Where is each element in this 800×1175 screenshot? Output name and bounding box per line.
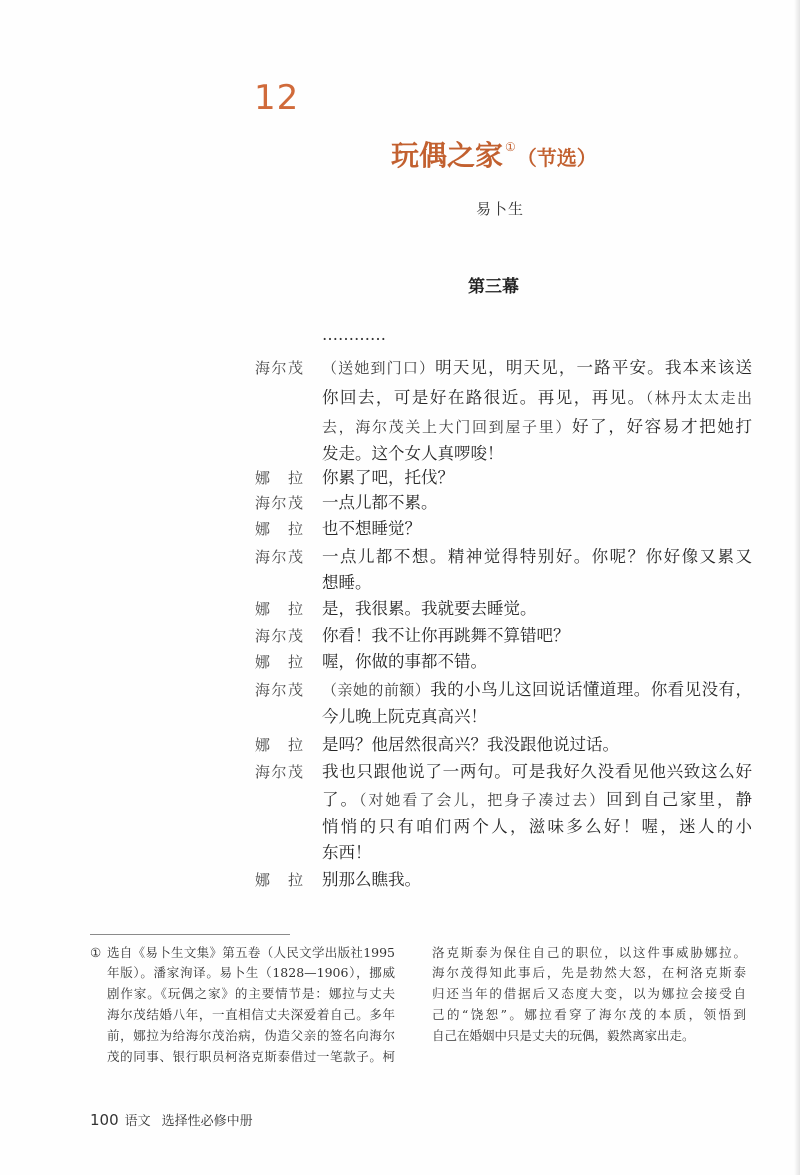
speech-text: 回到自己家里，静 xyxy=(606,790,753,809)
speaker-label: 海尔茂 xyxy=(255,627,303,645)
dialogue-line xyxy=(322,517,752,541)
footnote-line: 茂的同事、银行职员柯洛克斯泰借过一笔款子。柯 xyxy=(107,1049,395,1064)
lesson-title-block xyxy=(391,138,597,174)
stage-direction: （送她到门口） xyxy=(322,359,436,377)
speech-text: 东西！ xyxy=(322,843,372,862)
speaker-label: 娜 拉 xyxy=(255,871,303,889)
speech-text: 是吗？他居然很高兴？我没跟他说过话。 xyxy=(322,735,619,754)
speech-text: 发走。这个女人真啰唆！ xyxy=(322,444,504,463)
speech-text: 你回去，可是好在路很近。再见，再见。 xyxy=(322,388,646,407)
speaker-label: 海尔茂 xyxy=(255,494,303,512)
stage-direction: （亲她的前额） xyxy=(322,681,431,699)
footnote-line: 前，娜拉为给海尔茂治病，伪造父亲的签名向海尔 xyxy=(107,1028,395,1043)
lesson-number: 12 xyxy=(254,78,300,118)
speaker-label: 娜 拉 xyxy=(255,736,303,754)
speech-text: 一点儿都不累。 xyxy=(322,493,438,512)
dialogue-line xyxy=(322,788,752,812)
lesson-title: 玩偶之家 xyxy=(391,139,504,172)
speech-text: 你累了吧，托伐？ xyxy=(322,468,454,487)
dialogue-line xyxy=(322,571,752,595)
footnote-line: 海尔茂得知此事后，先是勃然大怒，在柯洛克斯泰 xyxy=(432,965,746,980)
dialogue-line xyxy=(322,733,752,757)
page-number: 100 xyxy=(90,1111,119,1129)
title-footnote-marker: ① xyxy=(505,140,516,154)
excerpt-note: （节选） xyxy=(516,146,597,170)
speaker-label: 娜 拉 xyxy=(255,469,303,487)
speech-text: 今儿晚上阮克真高兴！ xyxy=(322,707,487,726)
speech-text: 是，我很累。我就要去睡觉。 xyxy=(322,599,537,618)
speech-text: 悄悄的只有咱们两个人，滋味多么好！喔，迷人的小 xyxy=(322,817,752,836)
page-footer xyxy=(90,1110,253,1129)
dialogue-line xyxy=(322,442,752,466)
speaker-label: 娜 拉 xyxy=(255,600,303,618)
footnote-rule xyxy=(90,934,290,935)
dialogue-line xyxy=(322,705,752,729)
footnote-line: 自己在婚姻中只是丈夫的玩偶，毅然离家出走。 xyxy=(432,1028,695,1043)
speech-text: 了。 xyxy=(322,790,359,809)
speech-text: 喔，你做的事都不错。 xyxy=(322,652,487,671)
speech-text: 我的小鸟儿这回说话懂道理。你看见没有， xyxy=(430,680,752,699)
dialogue-line xyxy=(322,650,752,674)
speech-text: 想睡。 xyxy=(322,573,372,592)
dialogue-line xyxy=(322,597,752,621)
subject-label: 语文 xyxy=(124,1114,151,1129)
dialogue-line xyxy=(322,386,752,410)
speech-text: 也不想睡觉？ xyxy=(322,519,421,538)
stage-direction: 去，海尔茂关上大门回到屋子里） xyxy=(322,418,572,436)
speaker-label: 娜 拉 xyxy=(255,520,303,538)
speech-text: 我也只跟他说了一两句。可是我好久没看见他兴致这么好 xyxy=(322,762,752,781)
speech-text: 别那么瞧我。 xyxy=(322,870,421,889)
act-heading: 第三幕 xyxy=(468,277,519,297)
dialogue-line xyxy=(322,491,752,515)
footnote-marker: ① xyxy=(90,945,102,960)
author: 易卜生 xyxy=(476,200,525,218)
speaker-label: 海尔茂 xyxy=(255,359,303,377)
footnote-line: 海尔茂结婚八年，一直相信丈夫深爱着自己。多年 xyxy=(107,1007,395,1022)
dialogue-line xyxy=(322,760,752,784)
footnote-line: 归还当年的借据后又态度大变，以为娜拉会接受自 xyxy=(432,986,746,1001)
speech-text: 明天见，明天见，一路平安。我本来该送 xyxy=(435,358,752,377)
dialogue-line xyxy=(322,841,752,865)
dialogue-line xyxy=(322,678,752,702)
speech-text: 一点儿都不想。精神觉得特别好。你呢？你好像又累又 xyxy=(322,547,752,566)
footnote-line: 剧作家。《玩偶之家》的主要情节是：娜拉与丈夫 xyxy=(107,986,395,1001)
speaker-label: 海尔茂 xyxy=(255,763,303,781)
speech-text: 好了，好容易才把她打 xyxy=(572,417,752,436)
footnote-line: 洛克斯泰为保住自己的职位，以这件事威胁娜拉。 xyxy=(432,945,746,960)
speech-text: 你看！我不让你再跳舞不算错吧？ xyxy=(322,626,570,645)
speaker-label: 海尔茂 xyxy=(255,681,303,699)
dialogue-line xyxy=(322,868,752,892)
footnote-line: 年版）。潘家洵译。易卜生（1828—1906），挪威 xyxy=(107,965,395,980)
footnote-line: 选自《易卜生文集》第五卷（人民文学出版社1995 xyxy=(107,945,395,960)
speaker-label: 娜 拉 xyxy=(255,653,303,671)
dialogue-line xyxy=(322,545,752,569)
stage-direction: （林丹太太走出 xyxy=(645,389,752,407)
speaker-label: 海尔茂 xyxy=(255,548,303,566)
footnote-line: 己的“饶恕”。娜拉看穿了海尔茂的本质，领悟到 xyxy=(432,1007,746,1022)
dialogue-line xyxy=(322,356,752,380)
dialogue-line xyxy=(322,415,752,439)
stage-direction: （对她看了会儿，把身子凑过去） xyxy=(358,791,607,809)
dialogue-line xyxy=(322,466,752,490)
dialogue-line xyxy=(322,815,752,839)
dialogue-line xyxy=(322,624,752,648)
omission-ellipsis: ………… xyxy=(322,325,386,344)
book-title: 选择性必修中册 xyxy=(161,1114,253,1129)
